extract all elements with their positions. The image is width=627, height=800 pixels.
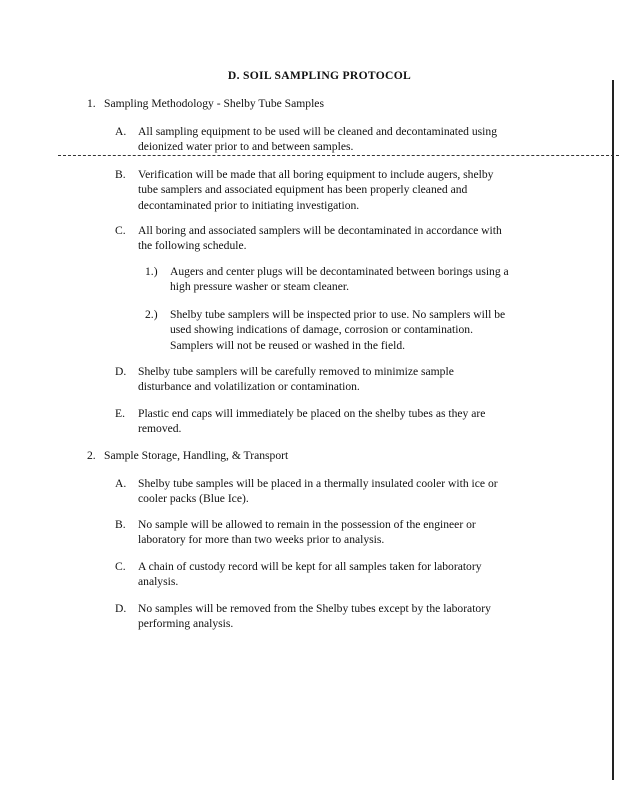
item-label: A. bbox=[115, 477, 127, 490]
item-text-line: A chain of custody record will be kept for all samples taken for laboratory bbox=[138, 560, 482, 573]
page-title: D. SOIL SAMPLING PROTOCOL bbox=[227, 69, 412, 82]
scan-artifact-dashed-line bbox=[58, 155, 619, 156]
item-text-line: Verification will be made that all boring equipment to include augers, shelby bbox=[138, 168, 494, 181]
item-label: B. bbox=[115, 168, 126, 181]
item-text-line: laboratory for more than two weeks prior to analysis. bbox=[138, 533, 385, 547]
item-label: B. bbox=[115, 518, 126, 531]
subitem-text-line: Augers and center plugs will be decontaminated between borings using a bbox=[170, 265, 509, 278]
item-text-line: performing analysis. bbox=[138, 617, 234, 631]
item-text-line: removed. bbox=[138, 422, 182, 436]
item-label: A. bbox=[115, 125, 127, 138]
item-label: C. bbox=[115, 224, 126, 237]
item-text-line: cooler packs (Blue Ice). bbox=[138, 492, 249, 506]
section-heading: Sample Storage, Handling, & Transport bbox=[104, 449, 289, 462]
item-text-line: tube samplers and associated equipment has been properly cleaned and bbox=[138, 183, 468, 197]
item-text-line: No sample will be allowed to remain in the possession of the engineer or bbox=[138, 518, 476, 531]
item-text-line: All boring and associated samplers will be decontaminated in accordance with bbox=[138, 224, 502, 237]
item-text-line: the following schedule. bbox=[138, 239, 247, 253]
subitem-label: 1.) bbox=[145, 265, 158, 278]
item-text-line: Shelby tube samples will be placed in a thermally insulated cooler with ice or bbox=[138, 477, 498, 490]
item-text-line: All sampling equipment to be used will be cleaned and decontaminated using bbox=[138, 125, 497, 138]
section-heading: Sampling Methodology - Shelby Tube Samples bbox=[104, 97, 324, 110]
item-text-line: analysis. bbox=[138, 575, 179, 589]
item-label: E. bbox=[115, 407, 125, 420]
item-text-line: No samples will be removed from the Shelby tubes except by the laboratory bbox=[138, 602, 491, 615]
item-text-line: deionized water prior to and between samples. bbox=[138, 140, 354, 154]
subitem-text-line: high pressure washer or steam cleaner. bbox=[170, 280, 349, 294]
subitem-text-line: Shelby tube samplers will be inspected prior to use. No samplers will be bbox=[170, 308, 506, 321]
item-text-line: disturbance and volatilization or contamination. bbox=[138, 380, 360, 394]
subitem-label: 2.) bbox=[145, 308, 158, 321]
item-label: D. bbox=[115, 365, 127, 378]
item-label: C. bbox=[115, 560, 126, 573]
section-number: 2. bbox=[87, 449, 96, 462]
item-text-line: Plastic end caps will immediately be placed on the shelby tubes as they are bbox=[138, 407, 486, 420]
section-number: 1. bbox=[87, 97, 96, 110]
subitem-text-line: Samplers will not be reused or washed in the field. bbox=[170, 338, 406, 352]
item-text-line: Shelby tube samplers will be carefully removed to minimize sample bbox=[138, 365, 454, 378]
subitem-text-line: used showing indications of damage, corrosion or contamination. bbox=[170, 323, 473, 337]
item-text-line: decontaminated prior to initiating investigation. bbox=[138, 198, 360, 212]
scan-edge-line bbox=[612, 80, 614, 780]
item-label: D. bbox=[115, 602, 127, 615]
